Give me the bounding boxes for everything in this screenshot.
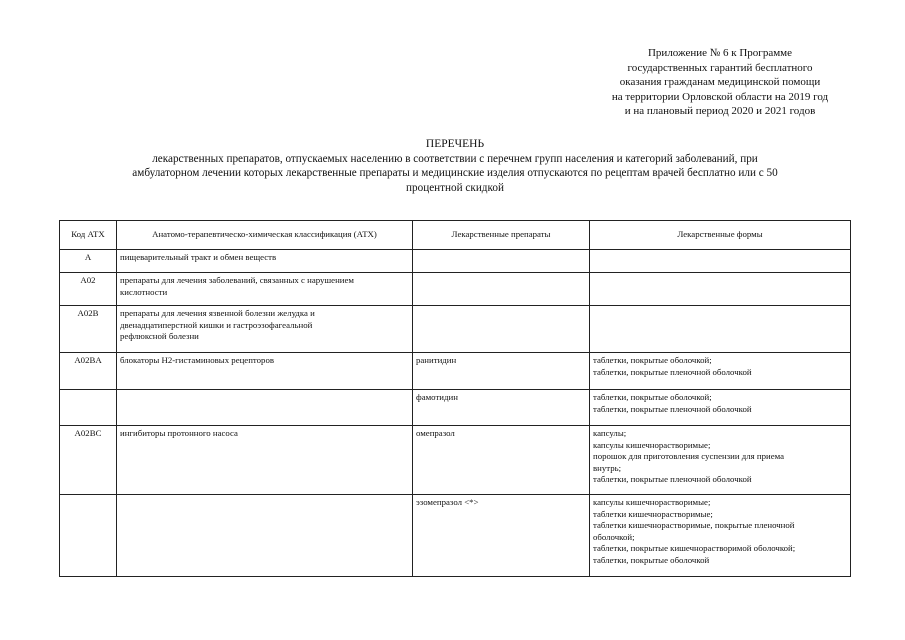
dosage-form-line: капсулы; xyxy=(593,428,627,438)
table-row xyxy=(60,390,851,426)
dosage-form-line: таблетки, покрытые пленочной оболочкой xyxy=(593,474,752,485)
appendix-line: государственных гарантий бесплатного xyxy=(627,61,813,74)
dosage-forms-cell xyxy=(590,273,851,306)
classification-line: кислотности xyxy=(120,286,168,297)
drug-name-cell xyxy=(413,273,590,306)
drug-name-cell: эзомепразол <*> xyxy=(413,495,590,577)
classification-line: пищеварительный тракт и обмен веществ xyxy=(120,252,277,262)
table-row xyxy=(60,306,851,353)
document-title: ПЕРЕЧЕНЬ xyxy=(425,138,485,150)
dosage-form-line: капсулы кишечнорастворимые; xyxy=(593,497,711,507)
dosage-forms-cell xyxy=(590,306,851,353)
atx-code-cell xyxy=(60,495,117,577)
atx-code-cell: A xyxy=(60,250,117,273)
table-row xyxy=(60,495,851,577)
classification-line: блокаторы Н2-гистаминовых рецепторов xyxy=(120,355,274,365)
classification-line: ингибиторы протонного насоса xyxy=(120,428,238,438)
document-heading xyxy=(70,137,840,195)
classification-cell xyxy=(117,273,413,306)
drug-name-cell: фамотидин xyxy=(413,390,590,426)
table-header-row xyxy=(60,221,851,250)
header-classification: Анатомо-терапевтическо-химическая классификация (АТХ) xyxy=(117,221,413,250)
classification-cell xyxy=(117,250,413,273)
dosage-forms-cell xyxy=(590,426,851,495)
dosage-form-line: таблетки, покрытые оболочкой; xyxy=(593,392,712,402)
drug-name-cell xyxy=(413,250,590,273)
dosage-form-line: таблетки кишечнорастворимые; xyxy=(593,508,713,519)
header-atx-code: Код АТХ xyxy=(60,221,117,250)
document-subtitle-line: процентной скидкой xyxy=(406,181,504,194)
classification-cell xyxy=(117,426,413,495)
dosage-form-line: порошок для приготовления суспензии для приема xyxy=(593,451,785,462)
dosage-forms-cell xyxy=(590,495,851,577)
dosage-form-line: таблетки, покрытые пленочной оболочкой xyxy=(593,403,752,414)
classification-cell xyxy=(117,306,413,353)
appendix-header xyxy=(570,46,870,119)
drug-name-cell: омепразол xyxy=(413,426,590,495)
atx-code-cell xyxy=(60,390,117,426)
dosage-form-line: таблетки, покрытые кишечнорастворимой оболочкой; xyxy=(593,543,796,554)
classification-line: двенадцатиперстной кишки и гастроэзофагеальной xyxy=(120,319,313,330)
dosage-form-line: таблетки, покрытые оболочкой; xyxy=(593,355,712,365)
drug-name-cell: ранитидин xyxy=(413,353,590,390)
dosage-forms-cell xyxy=(590,353,851,390)
table-row xyxy=(60,353,851,390)
appendix-line: на территории Орловской области на 2019 год xyxy=(611,90,829,103)
dosage-forms-cell xyxy=(590,390,851,426)
table-body xyxy=(60,250,851,577)
drug-name-cell xyxy=(413,306,590,353)
classification-cell xyxy=(117,353,413,390)
table-row xyxy=(60,426,851,495)
classification-line: рефлюксной болезни xyxy=(120,331,199,342)
table-row xyxy=(60,273,851,306)
header-dosage-forms: Лекарственные формы xyxy=(590,221,851,250)
dosage-form-line: таблетки кишечнорастворимые, покрытые пленочной xyxy=(593,520,795,531)
atx-code-cell: A02BC xyxy=(60,426,117,495)
document-subtitle-line: лекарственных препаратов, отпускаемых населению в соответствии с перечнем групп населения и категорий заболеваний, при xyxy=(152,152,758,165)
appendix-line: Приложение № 6 к Программе xyxy=(647,47,793,59)
dosage-form-line: капсулы кишечнорастворимые; xyxy=(593,439,711,450)
appendix-line: оказания гражданам медицинской помощи xyxy=(619,76,821,89)
dosage-form-line: оболочкой; xyxy=(593,531,635,542)
classification-cell xyxy=(117,495,413,577)
dosage-form-line: внутрь; xyxy=(593,462,622,473)
atx-code-cell: A02B xyxy=(60,306,117,353)
dosage-forms-cell xyxy=(590,250,851,273)
atx-code-cell: A02BA xyxy=(60,353,117,390)
dosage-form-line: таблетки, покрытые оболочкой xyxy=(593,554,710,565)
atx-drug-table xyxy=(59,220,851,577)
classification-line: препараты для лечения заболеваний, связанных с нарушением xyxy=(120,275,354,285)
appendix-line: и на плановый период 2020 и 2021 годов xyxy=(624,105,816,118)
classification-line: препараты для лечения язвенной болезни желудка и xyxy=(120,308,315,318)
document-subtitle-line: амбулаторном лечении которых лекарственные препараты и медицинские изделия отпускаются по рецептам врачей бесплатно или с 50 xyxy=(132,167,778,179)
header-drugs: Лекарственные препараты xyxy=(413,221,590,250)
dosage-form-line: таблетки, покрытые пленочной оболочкой xyxy=(593,366,752,377)
atx-code-cell: A02 xyxy=(60,273,117,306)
table-row xyxy=(60,250,851,273)
classification-cell xyxy=(117,390,413,426)
